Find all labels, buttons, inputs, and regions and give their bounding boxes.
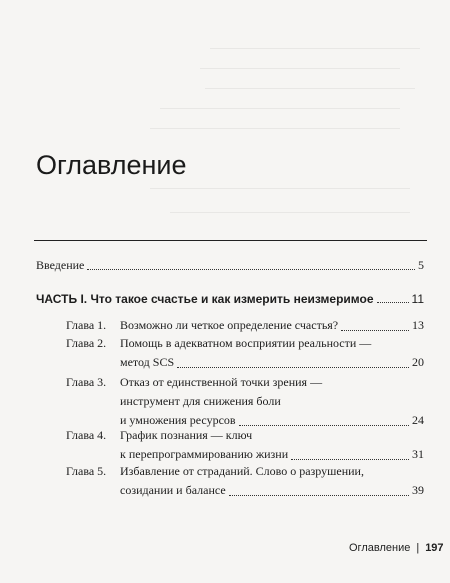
chapter-title-line: Помощь в адекватном восприятии реальности — [120,336,372,350]
toc-entry-part-1[interactable] [36,292,424,306]
chapter-page: 20 [412,355,424,369]
chapter-title-line: и умножения ресурсов [120,413,236,427]
toc-entry-title: Введение [36,258,85,272]
running-footer-section: Оглавление [349,542,411,554]
chapter-label: Глава 1. [66,318,107,332]
dot-leader [341,330,409,331]
page-number: 197 [425,542,444,554]
footer-separator: | [416,542,420,554]
chapter-title-line: Возможно ли четкое определение счастья? [120,318,339,332]
toc-entry-page: 11 [411,292,424,306]
chapter-page: 39 [412,483,424,497]
chapter-title-line: Избавление от страданий. Слово о разрушении, [120,464,364,478]
chapter-label: Глава 4. [66,428,107,442]
chapter-title-line: Отказ от единственной точки зрения — [120,375,323,389]
dot-leader [377,302,409,303]
page-footer [349,542,444,554]
dot-leader [87,269,415,270]
chapter-title-line: созидании и балансе [120,483,226,497]
chapter-page: 31 [412,447,424,461]
toc-entry-intro[interactable] [36,258,424,273]
toc-entry-chapter-1[interactable] [36,316,424,335]
toc-entry-chapter-4[interactable] [36,426,424,464]
chapter-page: 13 [412,318,424,332]
chapter-label: Глава 5. [66,464,107,478]
chapter-page: 24 [412,413,424,427]
toc-entry-chapter-5[interactable] [36,462,424,500]
heading-divider [34,240,427,241]
chapter-label: Глава 2. [66,336,107,350]
chapter-title-line: к перепрограммированию жизни [120,447,289,461]
toc-entry-chapter-2[interactable] [36,334,424,372]
dot-leader [291,459,409,460]
toc-entry-page: 5 [418,258,424,272]
chapter-title-line: метод SCS [120,355,175,369]
chapter-title-line: инструмент для снижения боли [120,394,281,408]
chapter-title-line: График познания — ключ [120,428,253,442]
dot-leader [177,367,409,368]
dot-leader [229,495,409,496]
toc-part-title: ЧАСТЬ I. Что такое счастье и как измерить неизмеримое [36,292,374,306]
page-title: Оглавление [36,150,187,180]
toc-entry-chapter-3[interactable] [36,373,424,430]
chapter-label: Глава 3. [66,375,107,389]
